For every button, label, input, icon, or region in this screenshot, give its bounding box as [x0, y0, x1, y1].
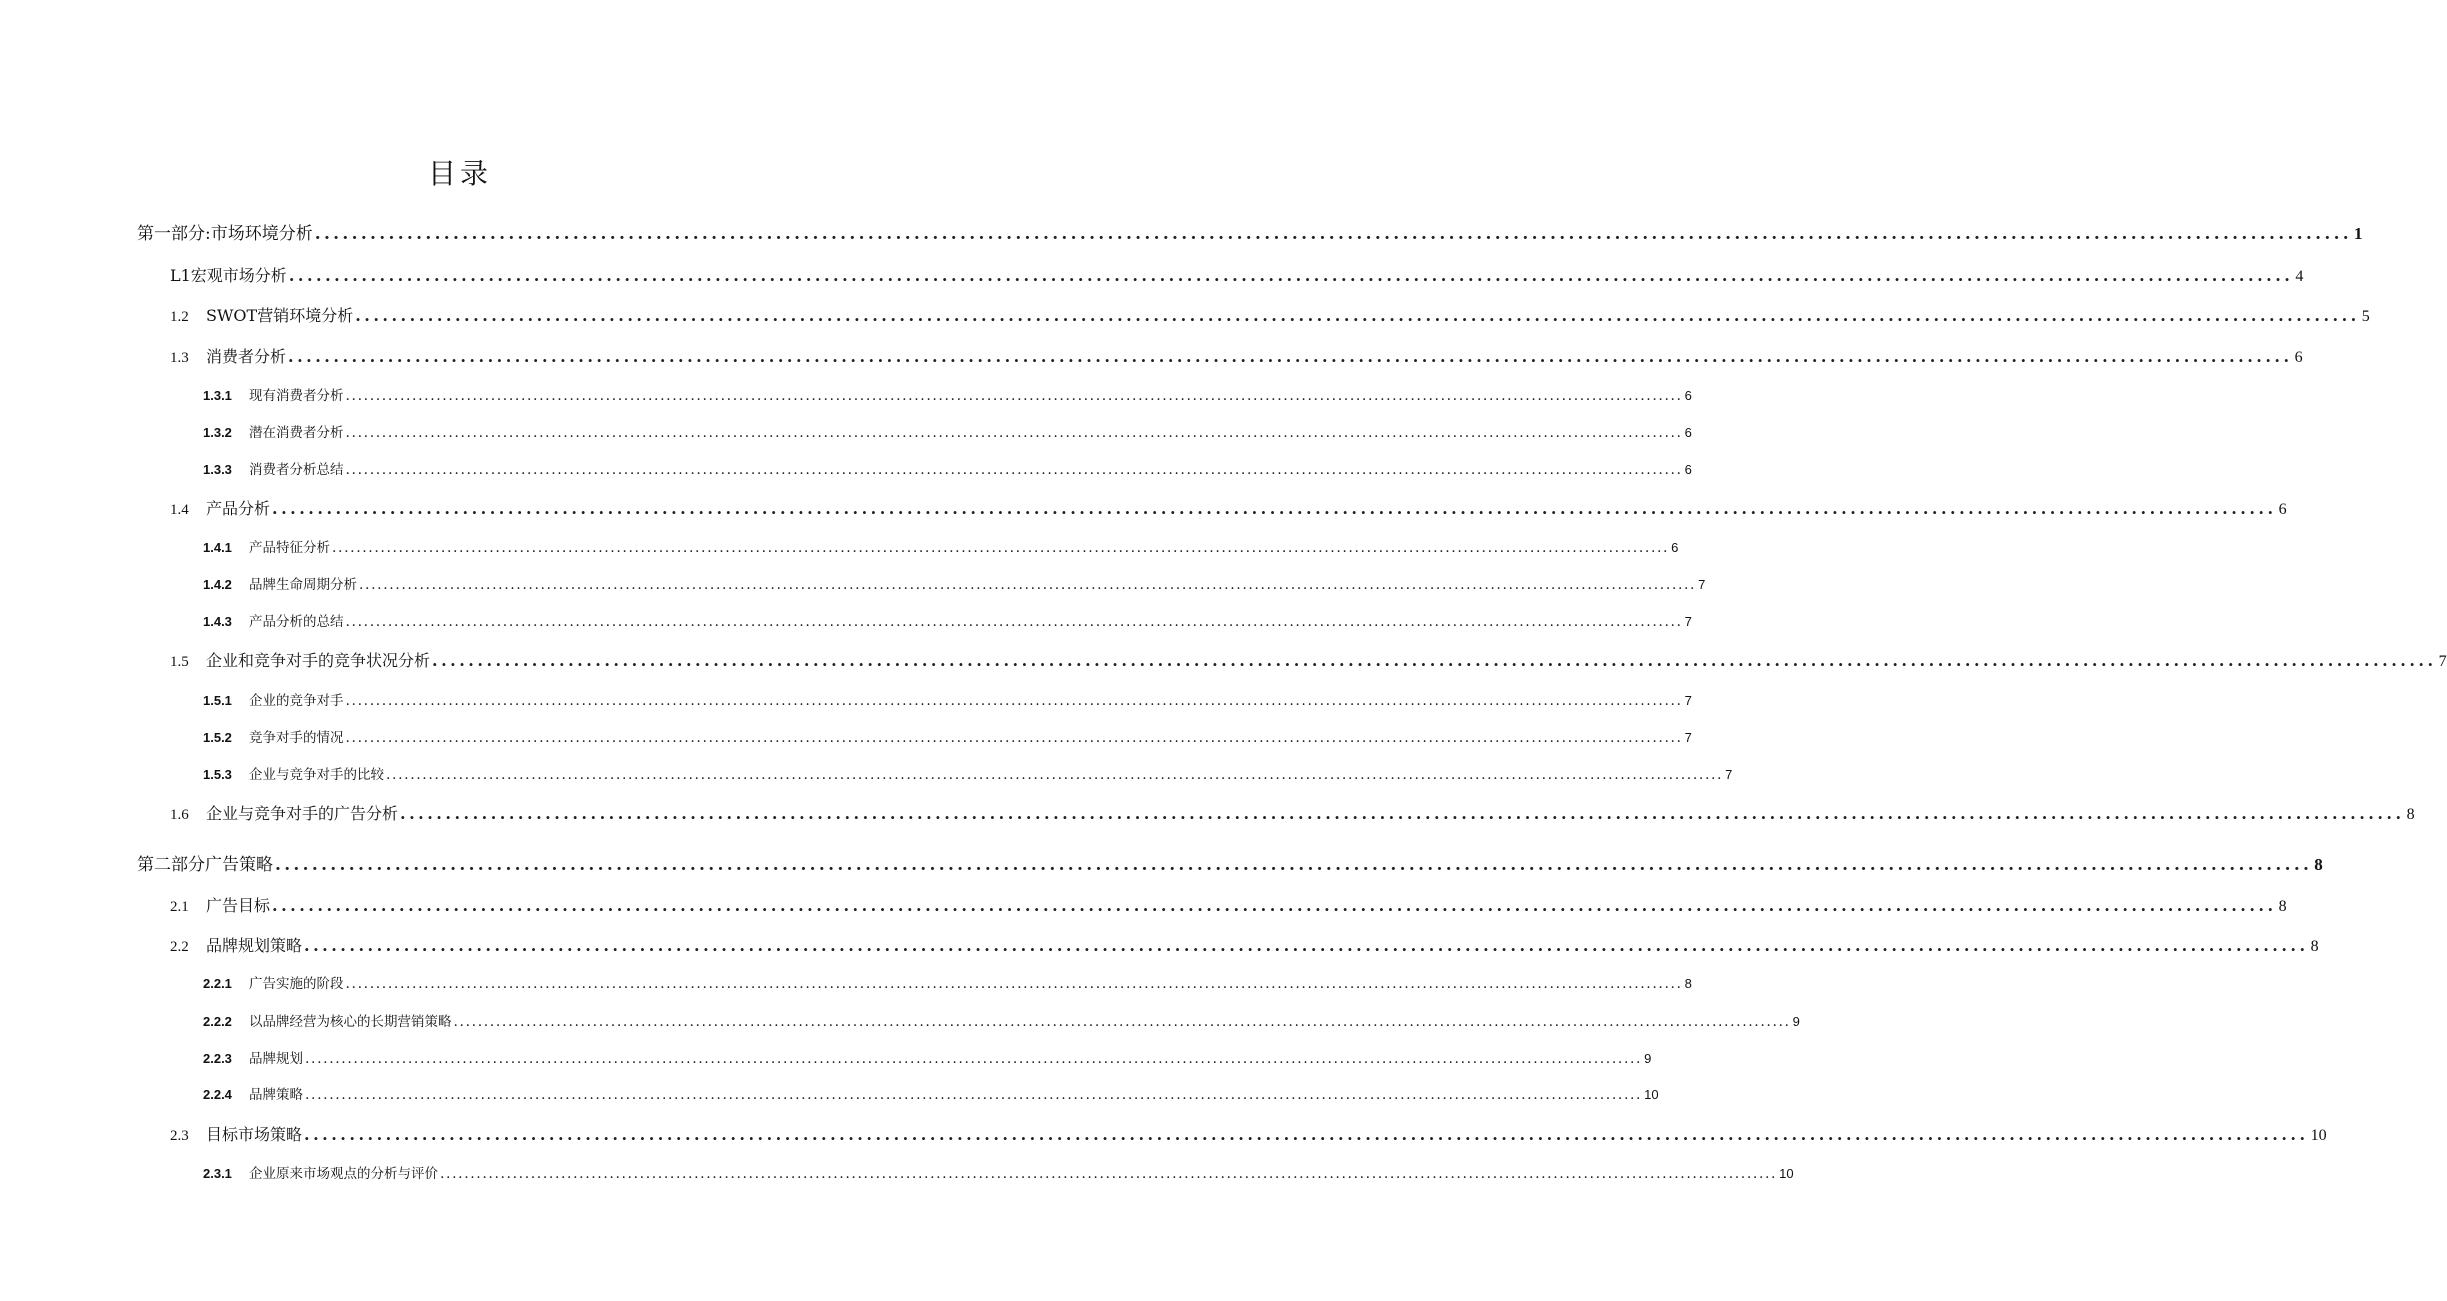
toc-entry-page: 7: [1684, 614, 1692, 629]
toc-entry-number: 1.3: [170, 350, 189, 366]
dot-leader: .............................................................................................................................................................................................................................: [345, 425, 1683, 441]
dot-leader: .............................................................................................................................................................................................................................: [440, 1166, 1778, 1182]
toc-entry-label: 企业与竞争对手的比较: [249, 767, 384, 783]
dot-leader: .............................................................................................................................................................................................................................: [305, 1051, 1643, 1067]
dot-leader: .............................................................................................................................................................................................................................: [400, 804, 2405, 823]
toc-entry-number: 1.3.3: [203, 462, 232, 477]
toc-entry-label: 品牌策略: [249, 1087, 303, 1103]
toc-entry-part-2[interactable]: [137, 850, 2323, 875]
toc-entry-page: 7: [1684, 730, 1692, 745]
dot-leader: .............................................................................................................................................................................................................................: [332, 540, 1670, 556]
toc-entry-label: 企业和竞争对手的竞争状况分析: [206, 651, 431, 670]
toc-entry-number: 2.1: [170, 899, 189, 915]
dot-leader: .............................................................................................................................................................................................................................: [345, 693, 1683, 709]
toc-entry-number: 1.5.2: [203, 730, 232, 745]
toc-entry-1-4-3[interactable]: [203, 610, 1692, 630]
dot-leader: .............................................................................................................................................................................................................................: [345, 614, 1683, 630]
dot-leader: .............................................................................................................................................................................................................................: [304, 1125, 2309, 1144]
toc-entry-label: 第二部分广告策略: [137, 855, 273, 875]
toc-entry-number: 1.5.3: [203, 767, 232, 782]
toc-entry-1-3-1[interactable]: [203, 384, 1692, 404]
toc-entry-page: 9: [1644, 1051, 1652, 1066]
toc-entry-1-5-1[interactable]: [203, 689, 1692, 709]
toc-entry-number: 2.2.2: [203, 1014, 232, 1029]
toc-entry-page: 8: [1684, 976, 1692, 991]
toc-entry-number: 2.3.1: [203, 1166, 232, 1181]
toc-entry-2-2-2[interactable]: [203, 1010, 1800, 1030]
toc-entry-1-4-1[interactable]: [203, 536, 1679, 556]
dot-leader: .............................................................................................................................................................................................................................: [359, 577, 1697, 593]
toc-entry-2-1[interactable]: [170, 893, 2287, 916]
toc-entry-number: 1.4.3: [203, 614, 232, 629]
toc-entry-label: 品牌规划: [249, 1051, 303, 1067]
toc-entry-number: 2.2: [170, 939, 189, 955]
toc-entry-page: 8: [2314, 855, 2323, 874]
toc-entry-page: 6: [1684, 388, 1692, 403]
toc-entry-1-5[interactable]: [170, 648, 2447, 671]
toc-entry-2-2-4[interactable]: [203, 1083, 1659, 1103]
toc-entry-page: 9: [1792, 1014, 1800, 1029]
toc-entry-page: 6: [1684, 425, 1692, 440]
toc-entry-page: 7: [1684, 693, 1692, 708]
toc-entry-number: 2.2.4: [203, 1087, 232, 1102]
dot-leader: .............................................................................................................................................................................................................................: [345, 976, 1683, 992]
toc-entry-number: 1.4: [170, 502, 189, 518]
toc-entry-page: 10: [2310, 1127, 2327, 1144]
toc-entry-label: 消费者分析总结: [249, 462, 344, 478]
toc-entry-page: 10: [1779, 1166, 1794, 1181]
toc-entry-page: 6: [1671, 540, 1679, 555]
toc-entry-2-3[interactable]: [170, 1122, 2327, 1145]
toc-entry-page: 7: [1698, 577, 1706, 592]
toc-entry-2-2-3[interactable]: [203, 1047, 1652, 1067]
toc-entry-1-5-3[interactable]: [203, 763, 1733, 783]
toc-entry-page: 8: [2406, 806, 2415, 823]
toc-entry-label: 企业原来市场观点的分析与评价: [249, 1166, 438, 1182]
toc-entry-number: 1.4.2: [203, 577, 232, 592]
dot-leader: .............................................................................................................................................................................................................................: [272, 499, 2277, 518]
toc-entry-label: 企业的竞争对手: [249, 693, 344, 709]
toc-entry-page: 6: [2294, 349, 2303, 366]
toc-entry-page: 6: [2278, 501, 2287, 518]
toc-entry-number: 1.5.1: [203, 693, 232, 708]
toc-entry-number: 1.2: [170, 309, 189, 325]
toc-entry-2-2-1[interactable]: [203, 972, 1692, 992]
toc-entry-page: 5: [2361, 308, 2370, 325]
toc-entry-page: 7: [1725, 767, 1733, 782]
dot-leader: .............................................................................................................................................................................................................................: [288, 266, 2294, 285]
toc-entry-number: 2.2.1: [203, 976, 232, 991]
page-title: 目录: [427, 157, 492, 190]
toc-entry-label: 目标市场策略: [206, 1125, 303, 1144]
dot-leader: .............................................................................................................................................................................................................................: [386, 767, 1724, 783]
toc-entry-1-6[interactable]: [170, 801, 2415, 824]
toc-entry-label: 产品分析: [206, 499, 271, 518]
toc-entry-number: 1.5: [170, 654, 189, 670]
toc-entry-1-2[interactable]: [170, 303, 2370, 326]
toc-entry-label: 品牌规划策略: [206, 936, 303, 955]
toc-entry-page: 4: [2295, 268, 2304, 285]
toc-entry-part-1[interactable]: [137, 219, 2363, 244]
toc-entry-label: 企业与竞争对手的广告分析: [206, 804, 399, 823]
toc-entry-label: 潜在消费者分析: [249, 425, 344, 441]
toc-entry-page: 8: [2278, 898, 2287, 915]
toc-entry-number: 1.3.2: [203, 425, 232, 440]
toc-entry-label: 广告目标: [206, 896, 271, 915]
toc-entry-label: 现有消费者分析: [249, 388, 344, 404]
toc-entry-2-2[interactable]: [170, 933, 2319, 956]
toc-entry-number: 1.6: [170, 807, 189, 823]
toc-entry-number: 2.2.3: [203, 1051, 232, 1066]
toc-entry-label: 产品特征分析: [249, 540, 330, 556]
dot-leader: .............................................................................................................................................................................................................................: [345, 462, 1683, 478]
toc-entry-2-3-1[interactable]: [203, 1162, 1794, 1182]
dot-leader: .............................................................................................................................................................................................................................: [275, 855, 2313, 875]
toc-entry-label: SWOT营销环境分析: [206, 306, 354, 325]
toc-entry-label: 以品牌经营为核心的长期营销策略: [249, 1014, 452, 1030]
toc-entry-label: 品牌生命周期分析: [249, 577, 357, 593]
dot-leader: .............................................................................................................................................................................................................................: [345, 730, 1683, 746]
toc-entry-label: 第一部分:市场环境分析: [137, 224, 313, 244]
toc-entry-page: 6: [1684, 462, 1692, 477]
toc-entry-1-1[interactable]: [170, 263, 2304, 286]
toc-entry-1-3-2[interactable]: [203, 421, 1692, 441]
dot-leader: .............................................................................................................................................................................................................................: [304, 936, 2309, 955]
toc-entry-1-3-3[interactable]: [203, 458, 1692, 478]
dot-leader: .............................................................................................................................................................................................................................: [305, 1087, 1643, 1103]
toc-entry-page: 1: [2354, 224, 2363, 243]
toc-entry-label: 消费者分析: [206, 347, 287, 366]
toc-entry-1-3[interactable]: [170, 344, 2303, 367]
toc-entry-number: 1.3.1: [203, 388, 232, 403]
toc-entry-label: 广告实施的阶段: [249, 976, 344, 992]
toc-entry-number: 2.3: [170, 1128, 189, 1144]
toc-entry-label: 竞争对手的情况: [249, 730, 344, 746]
toc-entry-1-4[interactable]: [170, 496, 2287, 519]
dot-leader: .............................................................................................................................................................................................................................: [432, 651, 2437, 670]
toc-entry-page: 10: [1644, 1087, 1659, 1102]
toc-entry-page: 7: [2438, 653, 2447, 670]
toc-entry-1-5-2[interactable]: [203, 726, 1692, 746]
toc-entry-number: 1.4.1: [203, 540, 232, 555]
toc-entry-page: 8: [2310, 938, 2319, 955]
dot-leader: .............................................................................................................................................................................................................................: [355, 306, 2360, 325]
dot-leader: .............................................................................................................................................................................................................................: [345, 388, 1683, 404]
toc-entry-label: L1宏观市场分析: [170, 266, 287, 285]
dot-leader: .............................................................................................................................................................................................................................: [272, 896, 2277, 915]
dot-leader: .............................................................................................................................................................................................................................: [288, 347, 2293, 366]
toc-entry-1-4-2[interactable]: [203, 573, 1706, 593]
toc-entry-label: 产品分析的总结: [249, 614, 344, 630]
dot-leader: .............................................................................................................................................................................................................................: [314, 224, 2353, 244]
dot-leader: .............................................................................................................................................................................................................................: [453, 1014, 1791, 1030]
